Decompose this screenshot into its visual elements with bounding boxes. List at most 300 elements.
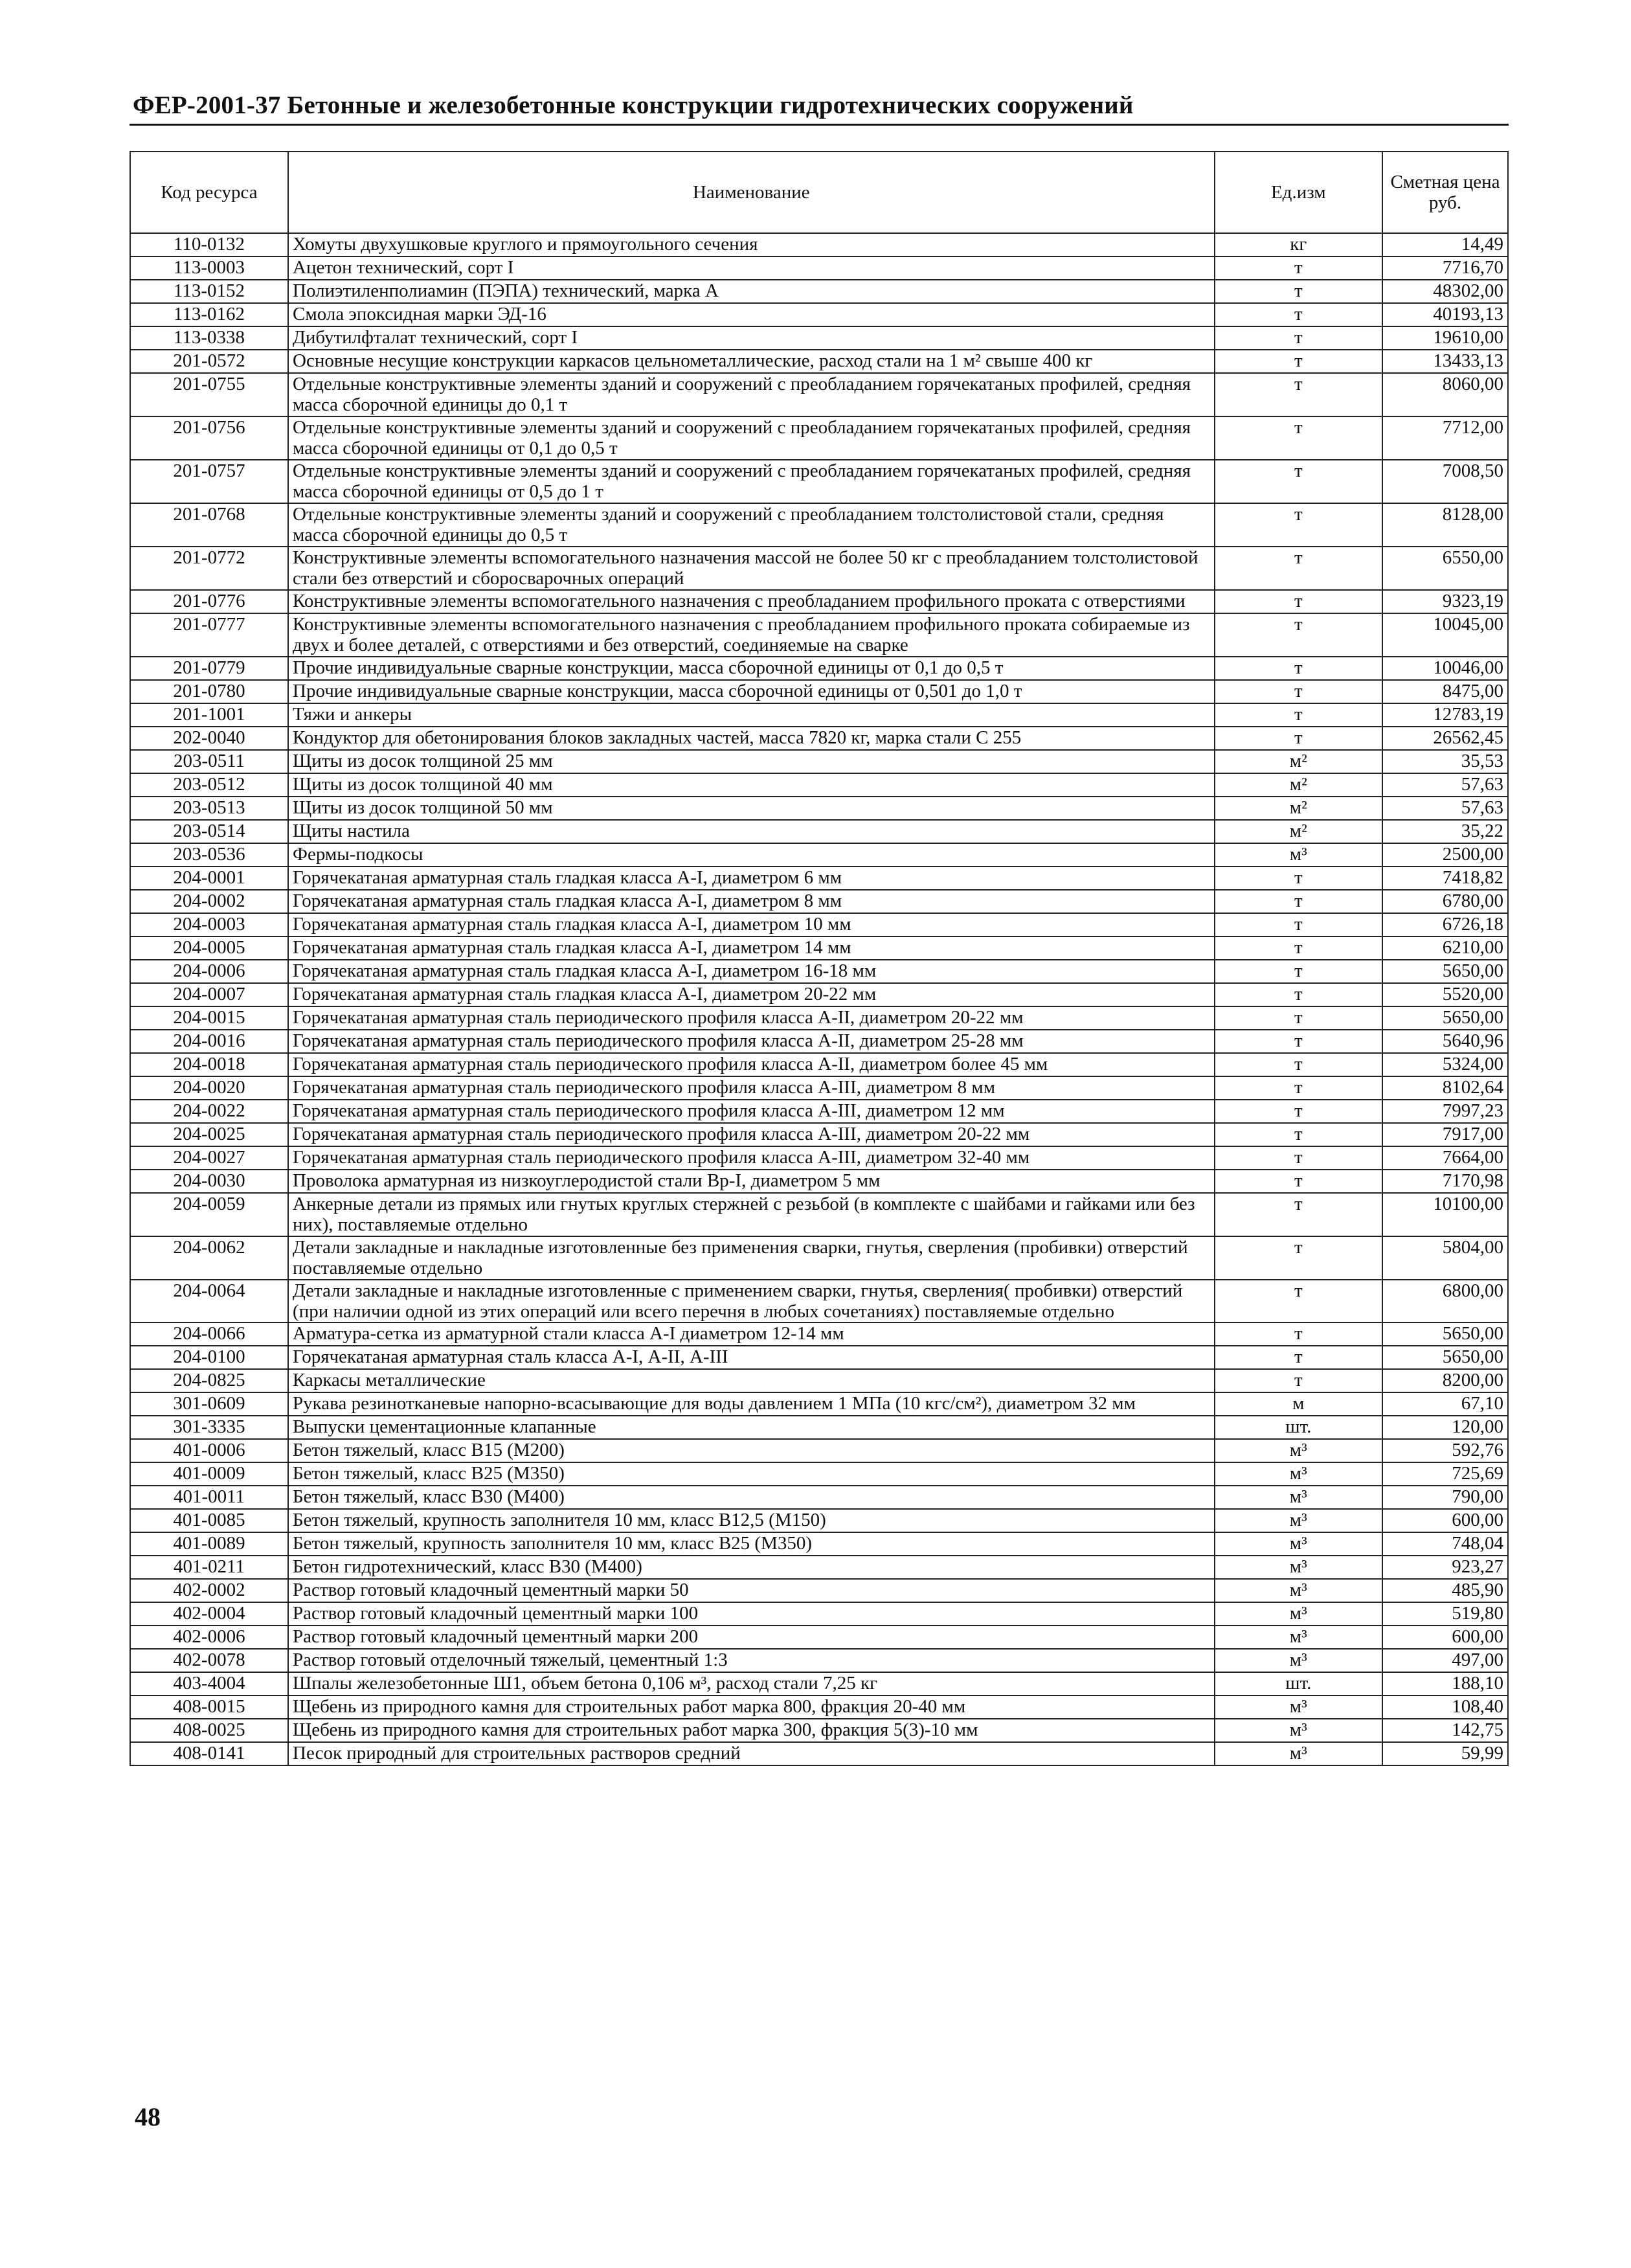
cell-resource-name: Отдельные конструктивные элементы зданий и сооружений с преобладанием толстолистовой стали, средняя масса сборочной единицы до 0,5 т (288, 503, 1215, 547)
cell-resource-code: 401-0006 (130, 1439, 288, 1462)
cell-price: 6800,00 (1382, 1280, 1508, 1323)
cell-unit: м³ (1215, 1462, 1382, 1486)
cell-price: 725,69 (1382, 1462, 1508, 1486)
cell-price: 8200,00 (1382, 1369, 1508, 1392)
cell-price: 519,80 (1382, 1602, 1508, 1626)
cell-price: 7917,00 (1382, 1123, 1508, 1146)
cell-price: 12783,19 (1382, 703, 1508, 727)
cell-resource-code: 113-0338 (130, 326, 288, 350)
cell-resource-name: Горячекатаная арматурная сталь периодического профиля класса А-III, диаметром 32-40 мм (288, 1146, 1215, 1170)
table-row (130, 680, 1508, 703)
cell-resource-code: 408-0141 (130, 1742, 288, 1765)
cell-unit: т (1215, 913, 1382, 936)
cell-unit: т (1215, 503, 1382, 547)
cell-unit: т (1215, 657, 1382, 680)
cell-resource-name: Горячекатаная арматурная сталь гладкая класса А-I, диаметром 8 мм (288, 890, 1215, 913)
cell-resource-code: 201-0780 (130, 680, 288, 703)
table-row (130, 797, 1508, 820)
table-row (130, 1123, 1508, 1146)
column-header-code: Код ресурса (130, 152, 288, 233)
table-row (130, 1556, 1508, 1579)
cell-price: 7008,50 (1382, 460, 1508, 503)
cell-resource-name: Горячекатаная арматурная сталь периодического профиля класса А-III, диаметром 8 мм (288, 1076, 1215, 1100)
cell-resource-name: Горячекатаная арматурная сталь класса А-I, А-II, А-III (288, 1346, 1215, 1369)
cell-unit: т (1215, 460, 1382, 503)
cell-resource-code: 113-0152 (130, 280, 288, 303)
cell-price: 8128,00 (1382, 503, 1508, 547)
cell-resource-name: Основные несущие конструкции каркасов цельнометаллические, расход стали на 1 м² свыше 400 кг (288, 350, 1215, 373)
table-row (130, 820, 1508, 843)
cell-resource-code: 201-0776 (130, 590, 288, 613)
cell-resource-code: 203-0514 (130, 820, 288, 843)
table-row (130, 1322, 1508, 1346)
cell-resource-code: 402-0004 (130, 1602, 288, 1626)
cell-resource-code: 408-0025 (130, 1719, 288, 1742)
table-row (130, 983, 1508, 1006)
cell-price: 67,10 (1382, 1392, 1508, 1416)
cell-resource-name: Бетон тяжелый, класс В25 (М350) (288, 1462, 1215, 1486)
table-row (130, 773, 1508, 797)
table-row (130, 503, 1508, 547)
cell-resource-name: Шпалы железобетонные Ш1, объем бетона 0,106 м³, расход стали 7,25 кг (288, 1672, 1215, 1695)
page-number: 48 (135, 2102, 161, 2131)
cell-unit: м³ (1215, 1719, 1382, 1742)
cell-resource-name: Анкерные детали из прямых или гнутых круглых стержней с резьбой (в комплекте с шайбами и гайками или без них), поставляемые отдельно (288, 1193, 1215, 1236)
cell-unit: т (1215, 1100, 1382, 1123)
cell-unit: м³ (1215, 1695, 1382, 1719)
table-row (130, 1602, 1508, 1626)
cell-resource-code: 203-0513 (130, 797, 288, 820)
table-row (130, 1416, 1508, 1439)
cell-resource-name: Проволока арматурная из низкоуглеродистой стали Вр-I, диаметром 5 мм (288, 1170, 1215, 1193)
table-row (130, 233, 1508, 256)
cell-resource-name: Ацетон технический, сорт I (288, 256, 1215, 280)
table-row (130, 1346, 1508, 1369)
cell-resource-code: 202-0040 (130, 727, 288, 750)
cell-unit: т (1215, 350, 1382, 373)
cell-resource-code: 301-3335 (130, 1416, 288, 1439)
cell-unit: т (1215, 326, 1382, 350)
table-row (130, 1100, 1508, 1123)
cell-price: 592,76 (1382, 1439, 1508, 1462)
cell-resource-name: Щиты из досок толщиной 50 мм (288, 797, 1215, 820)
cell-resource-name: Полиэтиленполиамин (ПЭПА) технический, марка А (288, 280, 1215, 303)
cell-unit: т (1215, 416, 1382, 460)
cell-resource-name: Хомуты двухушковые круглого и прямоугольного сечения (288, 233, 1215, 256)
cell-price: 5650,00 (1382, 1006, 1508, 1030)
cell-resource-name: Раствор готовый кладочный цементный марки 200 (288, 1626, 1215, 1649)
cell-resource-name: Щиты из досок толщиной 25 мм (288, 750, 1215, 773)
cell-resource-code: 204-0002 (130, 890, 288, 913)
cell-unit: т (1215, 613, 1382, 657)
cell-resource-name: Горячекатаная арматурная сталь гладкая класса А-I, диаметром 20-22 мм (288, 983, 1215, 1006)
cell-resource-name: Отдельные конструктивные элементы зданий и сооружений с преобладанием горячекатаных профилей, средняя масса сборочной единицы от 0,1 до 0,5 т (288, 416, 1215, 460)
cell-unit: т (1215, 303, 1382, 326)
cell-price: 790,00 (1382, 1486, 1508, 1509)
cell-resource-code: 301-0609 (130, 1392, 288, 1416)
cell-resource-code: 402-0078 (130, 1649, 288, 1672)
cell-price: 57,63 (1382, 797, 1508, 820)
column-header-unit: Ед.изм (1215, 152, 1382, 233)
cell-resource-name: Отдельные конструктивные элементы зданий и сооружений с преобладанием горячекатаных профилей, средняя масса сборочной единицы от 0,5 до 1 т (288, 460, 1215, 503)
table-row (130, 960, 1508, 983)
cell-unit: т (1215, 590, 1382, 613)
cell-resource-name: Раствор готовый отделочный тяжелый, цементный 1:3 (288, 1649, 1215, 1672)
cell-resource-name: Горячекатаная арматурная сталь периодического профиля класса А-III, диаметром 20-22 мм (288, 1123, 1215, 1146)
cell-price: 8060,00 (1382, 373, 1508, 416)
cell-unit: т (1215, 1146, 1382, 1170)
cell-resource-code: 204-0005 (130, 936, 288, 960)
table-row (130, 547, 1508, 590)
cell-resource-name: Щебень из природного камня для строительных работ марка 800, фракция 20-40 мм (288, 1695, 1215, 1719)
cell-unit: м³ (1215, 1626, 1382, 1649)
cell-resource-name: Горячекатаная арматурная сталь гладкая класса А-I, диаметром 16-18 мм (288, 960, 1215, 983)
cell-resource-name: Кондуктор для обетонирования блоков закладных частей, масса 7820 кг, марка стали С 255 (288, 727, 1215, 750)
cell-resource-name: Песок природный для строительных растворов средний (288, 1742, 1215, 1765)
table-row (130, 1462, 1508, 1486)
cell-resource-code: 204-0025 (130, 1123, 288, 1146)
cell-price: 5650,00 (1382, 960, 1508, 983)
cell-price: 35,53 (1382, 750, 1508, 773)
cell-price: 5640,96 (1382, 1030, 1508, 1053)
table-row (130, 1076, 1508, 1100)
cell-price: 7712,00 (1382, 416, 1508, 460)
cell-price: 5520,00 (1382, 983, 1508, 1006)
cell-resource-code: 204-0825 (130, 1369, 288, 1392)
cell-unit: т (1215, 1369, 1382, 1392)
cell-resource-name: Горячекатаная арматурная сталь периодического профиля класса А-II, диаметром 25-28 мм (288, 1030, 1215, 1053)
cell-unit: т (1215, 936, 1382, 960)
cell-resource-name: Выпуски цементационные клапанные (288, 1416, 1215, 1439)
cell-price: 7716,70 (1382, 256, 1508, 280)
cell-price: 19610,00 (1382, 326, 1508, 350)
cell-resource-code: 201-0772 (130, 547, 288, 590)
table-row (130, 1053, 1508, 1076)
cell-resource-code: 204-0007 (130, 983, 288, 1006)
table-row (130, 460, 1508, 503)
cell-resource-name: Щиты настила (288, 820, 1215, 843)
cell-resource-code: 201-0756 (130, 416, 288, 460)
cell-resource-name: Бетон тяжелый, класс В30 (М400) (288, 1486, 1215, 1509)
cell-resource-code: 401-0211 (130, 1556, 288, 1579)
cell-price: 48302,00 (1382, 280, 1508, 303)
cell-resource-code: 113-0162 (130, 303, 288, 326)
cell-price: 59,99 (1382, 1742, 1508, 1765)
cell-resource-name: Тяжи и анкеры (288, 703, 1215, 727)
table-row (130, 303, 1508, 326)
cell-price: 35,22 (1382, 820, 1508, 843)
cell-resource-code: 204-0016 (130, 1030, 288, 1053)
table-row (130, 1672, 1508, 1695)
cell-price: 6550,00 (1382, 547, 1508, 590)
column-header-name: Наименование (288, 152, 1215, 233)
cell-resource-name: Бетон гидротехнический, класс В30 (М400) (288, 1556, 1215, 1579)
cell-price: 10100,00 (1382, 1193, 1508, 1236)
cell-price: 7170,98 (1382, 1170, 1508, 1193)
cell-unit: т (1215, 1322, 1382, 1346)
cell-price: 57,63 (1382, 773, 1508, 797)
table-row (130, 1236, 1508, 1280)
table-row (130, 890, 1508, 913)
cell-unit: т (1215, 1236, 1382, 1280)
cell-resource-code: 203-0512 (130, 773, 288, 797)
cell-resource-code: 204-0015 (130, 1006, 288, 1030)
table-row (130, 1695, 1508, 1719)
table-row (130, 703, 1508, 727)
cell-unit: кг (1215, 233, 1382, 256)
cell-unit: шт. (1215, 1672, 1382, 1695)
cell-price: 485,90 (1382, 1579, 1508, 1602)
cell-resource-code: 204-0100 (130, 1346, 288, 1369)
cell-resource-code: 201-0777 (130, 613, 288, 657)
cell-resource-code: 401-0085 (130, 1509, 288, 1532)
cell-resource-name: Прочие индивидуальные сварные конструкции, масса сборочной единицы от 0,1 до 0,5 т (288, 657, 1215, 680)
table-row (130, 613, 1508, 657)
column-header-price: Сметная цена руб. (1382, 152, 1508, 233)
cell-price: 600,00 (1382, 1626, 1508, 1649)
cell-resource-name: Горячекатаная арматурная сталь гладкая класса А-I, диаметром 10 мм (288, 913, 1215, 936)
cell-resource-name: Горячекатаная арматурная сталь гладкая класса А-I, диаметром 14 мм (288, 936, 1215, 960)
cell-unit: т (1215, 547, 1382, 590)
cell-resource-name: Каркасы металлические (288, 1369, 1215, 1392)
cell-unit: т (1215, 703, 1382, 727)
table-header-row (130, 152, 1508, 233)
cell-resource-name: Горячекатаная арматурная сталь гладкая класса А-I, диаметром 6 мм (288, 867, 1215, 890)
resource-price-table (129, 151, 1509, 1766)
cell-resource-name: Фермы-подкосы (288, 843, 1215, 867)
cell-resource-code: 204-0003 (130, 913, 288, 936)
cell-price: 6726,18 (1382, 913, 1508, 936)
cell-price: 5650,00 (1382, 1346, 1508, 1369)
cell-unit: м (1215, 1392, 1382, 1416)
cell-unit: т (1215, 280, 1382, 303)
cell-unit: м³ (1215, 1579, 1382, 1602)
header-rule (129, 124, 1509, 126)
cell-price: 142,75 (1382, 1719, 1508, 1742)
cell-resource-code: 201-0572 (130, 350, 288, 373)
cell-resource-code: 201-0757 (130, 460, 288, 503)
cell-price: 5650,00 (1382, 1322, 1508, 1346)
cell-resource-code: 204-0030 (130, 1170, 288, 1193)
cell-unit: м³ (1215, 1742, 1382, 1765)
cell-resource-name: Конструктивные элементы вспомогательного назначения с преобладанием профильного проката с отверстиями (288, 590, 1215, 613)
table-row (130, 373, 1508, 416)
cell-price: 26562,45 (1382, 727, 1508, 750)
cell-price: 600,00 (1382, 1509, 1508, 1532)
cell-price: 10045,00 (1382, 613, 1508, 657)
cell-resource-code: 204-0027 (130, 1146, 288, 1170)
table-row (130, 1170, 1508, 1193)
cell-price: 188,10 (1382, 1672, 1508, 1695)
cell-resource-name: Горячекатаная арматурная сталь периодического профиля класса А-III, диаметром 12 мм (288, 1100, 1215, 1123)
cell-resource-code: 204-0064 (130, 1280, 288, 1323)
table-row (130, 1392, 1508, 1416)
cell-price: 120,00 (1382, 1416, 1508, 1439)
cell-unit: т (1215, 727, 1382, 750)
cell-unit: т (1215, 680, 1382, 703)
table-row (130, 280, 1508, 303)
cell-resource-name: Раствор готовый кладочный цементный марки 50 (288, 1579, 1215, 1602)
table-row (130, 1532, 1508, 1556)
cell-resource-name: Конструктивные элементы вспомогательного назначения с преобладанием профильного проката собираемые из двух и более деталей, с отверстиями и без отверстий, соединяемые на сварке (288, 613, 1215, 657)
cell-unit: т (1215, 256, 1382, 280)
cell-resource-name: Дибутилфталат технический, сорт I (288, 326, 1215, 350)
cell-resource-code: 408-0015 (130, 1695, 288, 1719)
cell-unit: м³ (1215, 1602, 1382, 1626)
cell-price: 748,04 (1382, 1532, 1508, 1556)
page-header-title: ФЕР-2001-37 Бетонные и железобетонные конструкции гидротехнических сооружений (133, 91, 1134, 119)
cell-unit: м³ (1215, 1649, 1382, 1672)
table-row (130, 1146, 1508, 1170)
cell-price: 9323,19 (1382, 590, 1508, 613)
table-row (130, 867, 1508, 890)
cell-unit: м³ (1215, 1532, 1382, 1556)
cell-resource-code: 402-0006 (130, 1626, 288, 1649)
table-row (130, 1280, 1508, 1323)
table-row (130, 1579, 1508, 1602)
cell-price: 497,00 (1382, 1649, 1508, 1672)
cell-price: 2500,00 (1382, 843, 1508, 867)
cell-unit: м² (1215, 820, 1382, 843)
cell-unit: м² (1215, 797, 1382, 820)
cell-resource-code: 401-0089 (130, 1532, 288, 1556)
table-row (130, 1742, 1508, 1765)
table-row (130, 1006, 1508, 1030)
cell-resource-code: 204-0059 (130, 1193, 288, 1236)
cell-resource-name: Отдельные конструктивные элементы зданий и сооружений с преобладанием горячекатаных профилей, средняя масса сборочной единицы до 0,1 т (288, 373, 1215, 416)
table-row (130, 350, 1508, 373)
cell-resource-code: 201-0768 (130, 503, 288, 547)
cell-unit: т (1215, 1170, 1382, 1193)
cell-resource-name: Бетон тяжелый, крупность заполнителя 10 мм, класс В25 (М350) (288, 1532, 1215, 1556)
cell-resource-name: Детали закладные и накладные изготовленные с применением сварки, гнутья, сверления( пробивки) отверстий (при наличии одной из этих операций или всего перечня в любых сочетаниях) поставляемые отдельно (288, 1280, 1215, 1323)
cell-resource-name: Смола эпоксидная марки ЭД-16 (288, 303, 1215, 326)
cell-resource-name: Прочие индивидуальные сварные конструкции, масса сборочной единицы от 0,501 до 1,0 т (288, 680, 1215, 703)
cell-resource-code: 403-4004 (130, 1672, 288, 1695)
table-row (130, 727, 1508, 750)
cell-price: 8102,64 (1382, 1076, 1508, 1100)
cell-unit: шт. (1215, 1416, 1382, 1439)
cell-unit: т (1215, 1030, 1382, 1053)
cell-price: 14,49 (1382, 233, 1508, 256)
cell-unit: т (1215, 867, 1382, 890)
cell-resource-code: 204-0020 (130, 1076, 288, 1100)
cell-price: 5804,00 (1382, 1236, 1508, 1280)
table-row (130, 1626, 1508, 1649)
cell-resource-code: 401-0011 (130, 1486, 288, 1509)
cell-unit: т (1215, 1280, 1382, 1323)
cell-price: 6210,00 (1382, 936, 1508, 960)
cell-price: 108,40 (1382, 1695, 1508, 1719)
cell-unit: т (1215, 1123, 1382, 1146)
cell-resource-code: 201-1001 (130, 703, 288, 727)
cell-resource-code: 201-0779 (130, 657, 288, 680)
table-body (130, 233, 1508, 1765)
cell-unit: т (1215, 890, 1382, 913)
table-row (130, 1030, 1508, 1053)
cell-resource-name: Горячекатаная арматурная сталь периодического профиля класса А-II, диаметром более 45 мм (288, 1053, 1215, 1076)
cell-unit: т (1215, 373, 1382, 416)
cell-unit: т (1215, 1193, 1382, 1236)
cell-unit: м³ (1215, 1439, 1382, 1462)
cell-price: 7418,82 (1382, 867, 1508, 890)
table-row (130, 843, 1508, 867)
cell-price: 7997,23 (1382, 1100, 1508, 1123)
table-row (130, 416, 1508, 460)
table-row (130, 936, 1508, 960)
cell-resource-name: Раствор готовый кладочный цементный марки 100 (288, 1602, 1215, 1626)
cell-resource-code: 110-0132 (130, 233, 288, 256)
table-row (130, 590, 1508, 613)
cell-price: 923,27 (1382, 1556, 1508, 1579)
cell-unit: м³ (1215, 1556, 1382, 1579)
cell-price: 10046,00 (1382, 657, 1508, 680)
cell-resource-code: 402-0002 (130, 1579, 288, 1602)
cell-unit: т (1215, 1076, 1382, 1100)
cell-resource-name: Бетон тяжелый, класс В15 (М200) (288, 1439, 1215, 1462)
table-row (130, 326, 1508, 350)
cell-resource-name: Бетон тяжелый, крупность заполнителя 10 мм, класс В12,5 (М150) (288, 1509, 1215, 1532)
cell-resource-name: Горячекатаная арматурная сталь периодического профиля класса А-II, диаметром 20-22 мм (288, 1006, 1215, 1030)
cell-price: 40193,13 (1382, 303, 1508, 326)
cell-resource-code: 204-0022 (130, 1100, 288, 1123)
cell-price: 8475,00 (1382, 680, 1508, 703)
cell-unit: м³ (1215, 1509, 1382, 1532)
cell-price: 5324,00 (1382, 1053, 1508, 1076)
cell-unit: м² (1215, 750, 1382, 773)
cell-resource-code: 204-0006 (130, 960, 288, 983)
cell-resource-code: 204-0062 (130, 1236, 288, 1280)
table-row (130, 256, 1508, 280)
cell-unit: т (1215, 960, 1382, 983)
cell-resource-code: 204-0018 (130, 1053, 288, 1076)
cell-resource-name: Щебень из природного камня для строительных работ марка 300, фракция 5(3)-10 мм (288, 1719, 1215, 1742)
cell-resource-code: 204-0001 (130, 867, 288, 890)
cell-unit: т (1215, 1053, 1382, 1076)
cell-resource-name: Щиты из досок толщиной 40 мм (288, 773, 1215, 797)
table-row (130, 1649, 1508, 1672)
cell-resource-code: 203-0536 (130, 843, 288, 867)
table-row (130, 1369, 1508, 1392)
cell-resource-name: Арматура-сетка из арматурной стали класса А-I диаметром 12-14 мм (288, 1322, 1215, 1346)
cell-unit: м³ (1215, 1486, 1382, 1509)
cell-unit: т (1215, 1346, 1382, 1369)
table-row (130, 1193, 1508, 1236)
cell-resource-code: 204-0066 (130, 1322, 288, 1346)
table-row (130, 1439, 1508, 1462)
cell-unit: м² (1215, 773, 1382, 797)
cell-price: 13433,13 (1382, 350, 1508, 373)
cell-resource-name: Конструктивные элементы вспомогательного назначения массой не более 50 кг с преобладанием толстолистовой стали без отверстий и сборосварочных операций (288, 547, 1215, 590)
table-row (130, 657, 1508, 680)
cell-unit: т (1215, 1006, 1382, 1030)
table-row (130, 1486, 1508, 1509)
cell-resource-name: Детали закладные и накладные изготовленные без применения сварки, гнутья, сверления (пробивки) отверстий поставляемые отдельно (288, 1236, 1215, 1280)
cell-resource-code: 401-0009 (130, 1462, 288, 1486)
table-row (130, 750, 1508, 773)
cell-resource-name: Рукава резинотканевые напорно-всасывающие для воды давлением 1 МПа (10 кгс/см²), диаметром 32 мм (288, 1392, 1215, 1416)
cell-price: 6780,00 (1382, 890, 1508, 913)
cell-resource-code: 203-0511 (130, 750, 288, 773)
cell-unit: т (1215, 983, 1382, 1006)
table-row (130, 1509, 1508, 1532)
cell-unit: м³ (1215, 843, 1382, 867)
table-row (130, 1719, 1508, 1742)
cell-price: 7664,00 (1382, 1146, 1508, 1170)
cell-resource-code: 201-0755 (130, 373, 288, 416)
cell-resource-code: 113-0003 (130, 256, 288, 280)
table-row (130, 913, 1508, 936)
